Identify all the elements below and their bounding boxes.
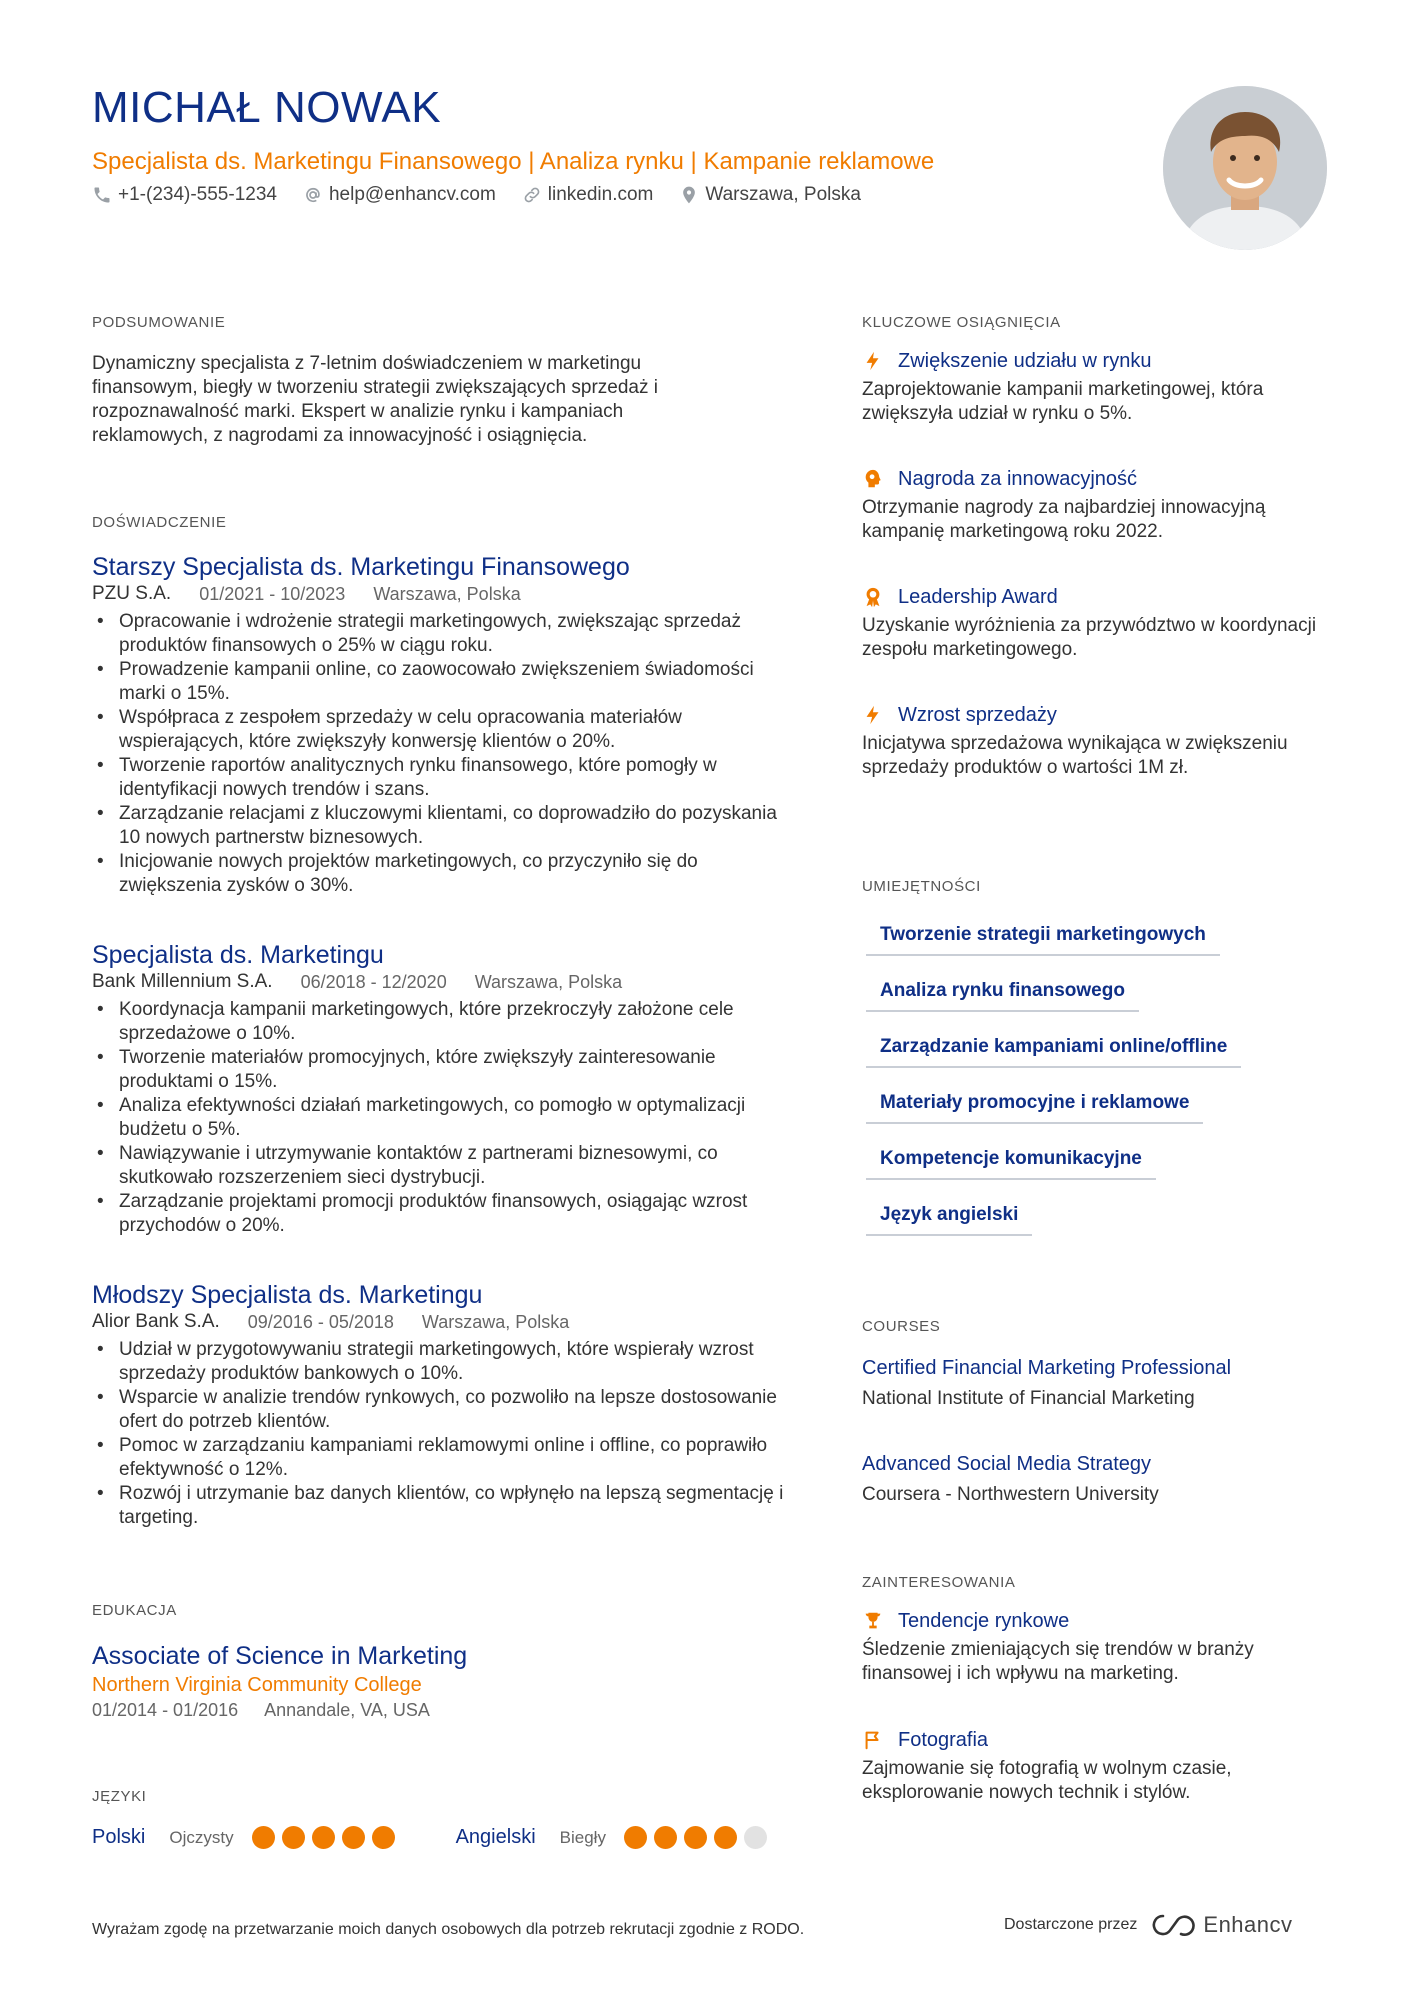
course-name: Advanced Social Media Strategy — [862, 1453, 1152, 1475]
email-text: help@enhancv.com — [328, 184, 496, 205]
job-location: Warszawa, Polska — [421, 1312, 570, 1332]
phone-text: +1-(234)-555-1234 — [118, 184, 277, 205]
at-icon — [303, 185, 323, 205]
job-location: Warszawa, Polska — [373, 584, 521, 604]
lightning-icon — [862, 704, 884, 726]
language-name: Polski — [92, 1826, 146, 1848]
location-text: Warszawa, Polska — [705, 184, 861, 205]
achievement-item — [862, 466, 1332, 544]
bullet-item: • Współpraca z zespołem sprzedaży w celu opracowania materiałów wspierających, które zwiększyły konwersję klientów o 20%. — [92, 706, 792, 754]
edu-meta — [92, 1698, 467, 1722]
bullet-item: • Zarządzanie projektami promocji produktów finansowych, osiągając wzrost przychodów o 20%. — [92, 1190, 792, 1238]
language-rating — [252, 1826, 402, 1849]
bullet-item: • Opracowanie i wdrożenie strategii marketingowych, zwiększając sprzedaż produktów finansowych o 25% w ciągu roku. — [92, 610, 792, 658]
interest-desc: Zajmowanie się fotografią w wolnym czasie, eksplorowanie nowych technik i stylów. — [862, 1758, 1232, 1803]
experience-item — [92, 940, 792, 1238]
achievement-desc: Uzyskanie wyróżnienia za przywództwo w koordynacji zespołu marketingowego. — [862, 615, 1317, 660]
languages-list — [92, 1826, 828, 1849]
section-title-summary: PODSUMOWANIE — [92, 314, 226, 331]
profile-photo — [1163, 86, 1327, 250]
rating-dot-filled — [654, 1826, 677, 1849]
language-rating — [624, 1826, 774, 1849]
contact-bar — [92, 184, 887, 206]
lightning-icon — [862, 350, 884, 372]
skill-tag: Kompetencje komunikacyjne — [866, 1146, 1156, 1180]
job-title: Młodszy Specjalista ds. Marketingu — [92, 1281, 483, 1309]
location-icon — [679, 185, 699, 205]
job-bullets — [92, 998, 792, 1238]
job-dates: 01/2021 - 10/2023 — [199, 584, 346, 604]
bullet-item: • Tworzenie materiałów promocyjnych, które zwiększyły zainteresowanie produktami o 15%. — [92, 1046, 792, 1094]
job-location: Warszawa, Polska — [474, 972, 623, 992]
edu-school: Northern Virginia Community College — [92, 1674, 422, 1696]
job-meta — [92, 970, 792, 994]
experience-item — [92, 1280, 792, 1530]
job-title: Specjalista ds. Marketingu — [92, 941, 384, 969]
linkedin-text: linkedin.com — [547, 184, 654, 205]
course-name: Certified Financial Marketing Professional — [862, 1357, 1232, 1379]
section-title-experience: DOŚWIADCZENIE — [92, 514, 227, 531]
flag-icon — [862, 1729, 884, 1751]
rating-dot-filled — [312, 1826, 335, 1849]
education-item — [92, 1640, 467, 1722]
rating-dot-filled — [684, 1826, 707, 1849]
bullet-item: • Tworzenie raportów analitycznych rynku finansowego, które pomogły w identyfikacji nowych trendów i szans. — [92, 754, 792, 802]
achievement-title: Leadership Award — [898, 586, 1058, 608]
bullet-item: • Udział w przygotowywaniu strategii marketingowych, które wspierały wzrost sprzedaży produktów bankowych o 10%. — [92, 1338, 792, 1386]
interest-title: Fotografia — [898, 1729, 989, 1751]
achievement-title: Nagroda za innowacyjność — [898, 468, 1138, 490]
edu-location: Annandale, VA, USA — [264, 1700, 430, 1720]
experience-item — [92, 552, 792, 898]
rating-dot-filled — [282, 1826, 305, 1849]
edu-degree: Associate of Science in Marketing — [92, 1642, 468, 1670]
bullet-item: • Zarządzanie relacjami z kluczowymi klientami, co doprowadziło do pozyskania 10 nowych partnerstw biznesowych. — [92, 802, 792, 850]
contact-email[interactable] — [303, 184, 496, 206]
powered-by-label: Dostarczone przez — [1004, 1916, 1138, 1933]
skill-tag: Zarządzanie kampaniami online/offline — [866, 1034, 1241, 1068]
achievement-item — [862, 348, 1332, 426]
award-ribbon-icon — [862, 586, 884, 608]
contact-location — [679, 184, 861, 206]
link-icon — [522, 185, 542, 205]
section-title-skills: UMIEJĘTNOŚCI — [862, 878, 981, 895]
bullet-item: • Rozwój i utrzymanie baz danych klientów, co wpłynęło na lepszą segmentację i targeting. — [92, 1482, 792, 1530]
phone-icon — [92, 185, 112, 205]
consent-text: Wyrażam zgodę na przetwarzanie moich danych osobowych dla potrzeb rekrutacji zgodnie z RODO. — [92, 1921, 805, 1938]
job-dates: 06/2018 - 12/2020 — [300, 972, 447, 992]
interest-desc: Śledzenie zmieniających się trendów w branży finansowej i ich wpływu na marketing. — [862, 1639, 1254, 1684]
language-item — [456, 1826, 774, 1849]
skill-tag: Materiały promocyjne i reklamowe — [866, 1090, 1203, 1124]
rating-dot-filled — [372, 1826, 395, 1849]
bullet-item: • Wsparcie w analizie trendów rynkowych, co pozwoliło na lepsze dostosowanie ofert do potrzeb klientów. — [92, 1386, 792, 1434]
interest-item — [862, 1727, 1332, 1805]
job-dates: 09/2016 - 05/2018 — [247, 1312, 394, 1332]
skill-tag: Analiza rynku finansowego — [866, 978, 1139, 1012]
achievement-desc: Inicjatywa sprzedażowa wynikająca w zwiększeniu sprzedaży produktów o wartości 1M zł. — [862, 733, 1288, 778]
rating-dot-filled — [342, 1826, 365, 1849]
headline: Specjalista ds. Marketingu Finansowego | Analiza rynku | Kampanie reklamowe — [92, 148, 935, 175]
skill-tag: Tworzenie strategii marketingowych — [866, 922, 1220, 956]
job-meta — [92, 1310, 792, 1334]
bullet-item: • Pomoc w zarządzaniu kampaniami reklamowymi online i offline, co poprawiło efektywność o 12%. — [92, 1434, 792, 1482]
section-title-languages: JĘZYKI — [92, 1788, 147, 1805]
job-bullets — [92, 1338, 792, 1530]
bullet-item: • Prowadzenie kampanii online, co zaowocowało zwiększeniem świadomości marki o 15%. — [92, 658, 792, 706]
section-title-achievements: KLUCZOWE OSIĄGNIĘCIA — [862, 314, 1061, 331]
skill-tag: Język angielski — [866, 1202, 1032, 1236]
interest-title: Tendencje rynkowe — [898, 1610, 1070, 1632]
rating-dot-filled — [252, 1826, 275, 1849]
summary-text: Dynamiczny specjalista z 7-letnim doświadczeniem w marketingu finansowym, biegły w tworzeniu strategii zwiększających sprzedaż i rozpoznawalność marki. Ekspert w analizie rynku i kampaniach reklamowych, z nagrodami za innowacyjność i osiągnięcia. — [92, 353, 659, 446]
language-name: Angielski — [455, 1826, 536, 1848]
rating-dot-empty — [744, 1826, 767, 1849]
bullet-item: • Inicjowanie nowych projektów marketingowych, co przyczyniło się do zwiększenia zysków o 30%. — [92, 850, 792, 898]
job-company: PZU S.A. — [92, 583, 172, 604]
rating-dot-filled — [714, 1826, 737, 1849]
powered-by[interactable] — [1004, 1912, 1293, 1938]
language-level: Ojczysty — [169, 1827, 234, 1847]
contact-linkedin[interactable] — [522, 184, 654, 206]
brand-name: Enhancv — [1203, 1912, 1293, 1937]
job-company: Bank Millennium S.A. — [92, 971, 273, 992]
avatar — [1163, 86, 1327, 250]
edu-dates: 01/2014 - 01/2016 — [92, 1700, 239, 1720]
achievement-desc: Zaprojektowanie kampanii marketingowej, która zwiększyła udział w rynku o 5%. — [862, 379, 1264, 424]
job-title: Starszy Specjalista ds. Marketingu Finansowego — [92, 553, 630, 581]
section-title-courses: COURSES — [862, 1318, 941, 1335]
achievement-title: Wzrost sprzedaży — [898, 704, 1057, 726]
bullet-item: • Nawiązywanie i utrzymywanie kontaktów z partnerami biznesowymi, co skutkowało rozszerzeniem sieci dystrybucji. — [92, 1142, 792, 1190]
course-item — [862, 1450, 1159, 1508]
bullet-item: • Koordynacja kampanii marketingowych, które przekroczyły założone cele sprzedażowe o 10%. — [92, 998, 792, 1046]
achievement-item — [862, 584, 1332, 662]
candidate-name: MICHAŁ NOWAK — [92, 83, 442, 132]
course-org: Coursera - Northwestern University — [862, 1484, 1159, 1505]
rating-dot-filled — [624, 1826, 647, 1849]
job-company: Alior Bank S.A. — [92, 1311, 220, 1332]
job-meta — [92, 582, 792, 606]
course-org: National Institute of Financial Marketing — [862, 1388, 1195, 1409]
contact-phone[interactable] — [92, 184, 277, 206]
section-title-interests: ZAINTERESOWANIA — [862, 1574, 1016, 1591]
lightbulb-head-icon — [862, 468, 884, 490]
achievement-title: Zwiększenie udziału w rynku — [898, 350, 1152, 372]
achievement-desc: Otrzymanie nagrody za najbardziej innowacyjną kampanię marketingową roku 2022. — [862, 497, 1266, 542]
enhancv-logo-icon — [1149, 1912, 1195, 1938]
course-item — [862, 1354, 1231, 1412]
language-item — [92, 1826, 402, 1849]
language-level: Biegły — [559, 1827, 606, 1847]
achievement-item — [862, 702, 1332, 780]
section-title-education: EDUKACJA — [92, 1602, 177, 1619]
trophy-icon — [862, 1610, 884, 1632]
interest-item — [862, 1608, 1332, 1686]
bullet-item: • Analiza efektywności działań marketingowych, co pomogło w optymalizacji budżetu o 5%. — [92, 1094, 792, 1142]
skills-list — [866, 922, 1241, 1258]
job-bullets — [92, 610, 792, 898]
